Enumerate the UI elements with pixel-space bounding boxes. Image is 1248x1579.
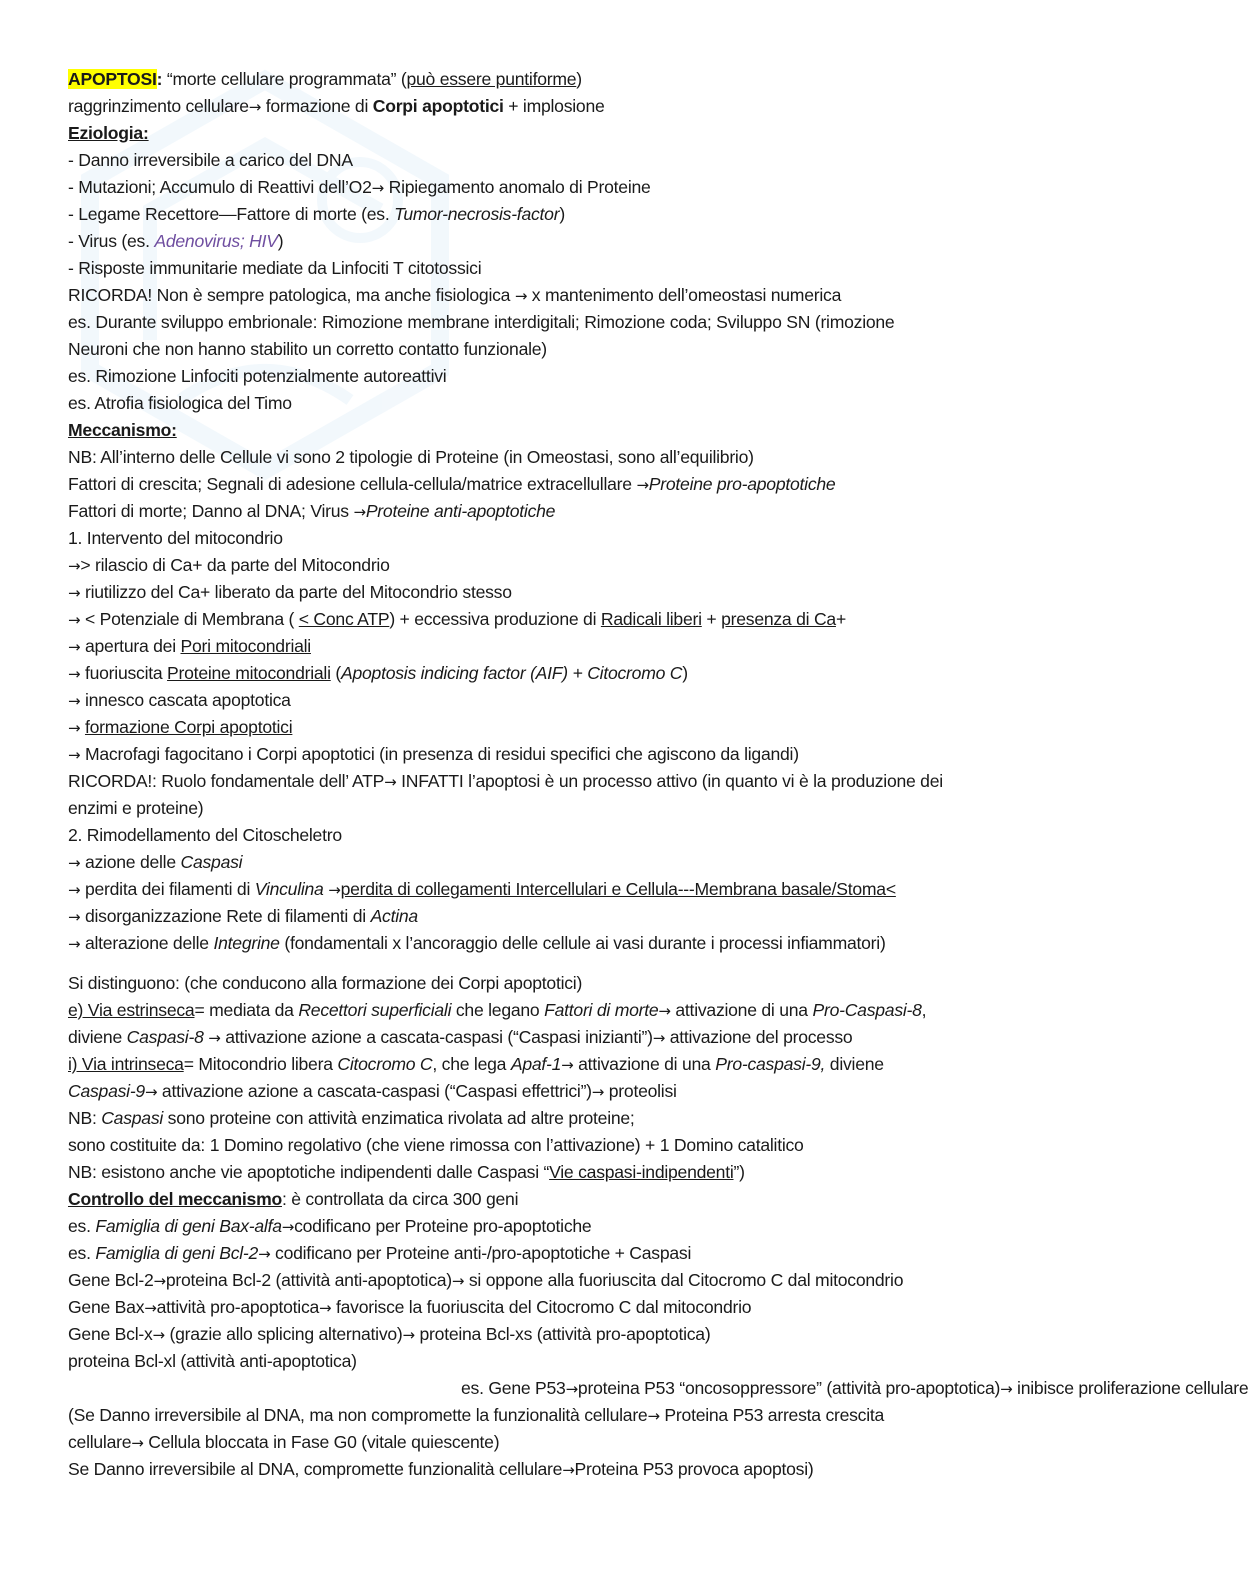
arrow-icon: → <box>514 287 528 305</box>
arrow-icon: → <box>353 503 366 521</box>
text-segment: Ripiegamento anomalo di Proteine <box>383 177 651 197</box>
text-line <box>68 1456 814 1484</box>
text-segment: es. Gene P53 <box>461 1378 566 1398</box>
arrow-icon: → <box>248 98 262 116</box>
text-segment: attivazione azione a cascata-caspasi (“Caspasi inizianti”) <box>220 1027 653 1047</box>
text-segment: Eziologia: <box>68 123 149 143</box>
text-line <box>68 309 894 336</box>
text-segment: APOPTOSI <box>68 69 157 89</box>
arrow-icon: → <box>647 1407 660 1425</box>
text-segment: 1. Intervento del mitocondrio <box>68 528 283 548</box>
text-segment: Vie caspasi-indipendenti <box>549 1162 734 1182</box>
text-segment: (Se Danno irreversibile al DNA, ma non compromette la funzionalità cellulare <box>68 1405 648 1425</box>
text-line <box>68 66 582 93</box>
text-line <box>68 1078 677 1106</box>
text-segment: formazione Corpi apoptotici <box>84 717 293 737</box>
arrow-icon: → <box>562 1461 575 1479</box>
arrow-icon: → <box>652 1029 666 1047</box>
text-segment: Se Danno irreversibile al DNA, compromette funzionalità cellulare <box>68 1459 563 1479</box>
text-segment: Neuroni che non hanno stabilito un corretto contatto funzionale) <box>68 339 547 359</box>
text-segment: 2. Rimodellamento del Citoscheletro <box>68 825 342 845</box>
text-segment: - Virus (es. <box>68 231 155 251</box>
text-line <box>68 120 149 147</box>
text-segment: raggrinzimento cellulare <box>68 96 249 116</box>
text-segment: “morte cellulare programmata” ( <box>166 69 407 89</box>
text-segment: < Potenziale di Membrana ( <box>80 609 299 629</box>
text-segment: apertura dei <box>80 636 181 656</box>
text-line <box>68 1267 903 1295</box>
arrow-icon: → <box>68 692 81 710</box>
text-segment: Proteina P53 arresta crescita <box>659 1405 885 1425</box>
text-segment: Proteine anti-apoptotiche <box>365 501 556 521</box>
text-segment: diviene <box>68 1027 127 1047</box>
arrow-icon: → <box>658 1002 671 1020</box>
text-line <box>68 876 896 904</box>
text-segment: proteina Bcl-2 (attività anti-apoptotica) <box>165 1270 452 1290</box>
arrow-icon: → <box>144 1083 158 1101</box>
text-segment: inibisce proliferazione cellulare <box>1012 1378 1248 1398</box>
text-segment: Pro-caspasi-9, <box>715 1054 826 1074</box>
arrow-icon: → <box>258 1245 271 1263</box>
text-line <box>68 1024 852 1052</box>
text-segment: alterazione delle <box>80 933 214 953</box>
text-segment: attivazione di una <box>670 1000 813 1020</box>
text-segment: RICORDA! Non è sempre patologica, ma anche fisiologica <box>68 285 515 305</box>
arrow-icon: → <box>68 746 81 764</box>
text-line <box>68 174 651 202</box>
text-segment: codificano per Proteine anti-/pro-apoptotiche + Caspasi <box>270 1243 692 1263</box>
text-segment: RICORDA!: Ruolo fondamentale dell’ ATP <box>68 771 385 791</box>
text-line <box>68 1132 804 1159</box>
text-segment: presenza di Ca <box>721 609 836 629</box>
text-segment: Radicali liberi <box>600 609 702 629</box>
text-line <box>68 1159 745 1186</box>
arrow-icon: → <box>68 665 81 683</box>
arrow-icon: → <box>68 854 81 872</box>
text-segment: perdita di collegamenti Intercellulari e Cellula---Membrana basale/Stoma< <box>340 879 896 899</box>
text-segment: si oppone alla fuoriuscita dal Citocromo C dal mitocondrio <box>464 1270 904 1290</box>
text-segment: Fattori di morte; Danno al DNA; Virus <box>68 501 354 521</box>
arrow-icon: → <box>371 179 384 197</box>
text-line <box>68 660 688 688</box>
text-line <box>68 741 799 769</box>
arrow-icon: → <box>68 557 81 575</box>
arrow-icon: → <box>1000 1380 1013 1398</box>
text-segment: - Danno irreversibile a carico del DNA <box>68 150 353 170</box>
arrow-icon: → <box>68 584 81 602</box>
text-segment: Controllo del meccanismo <box>68 1189 282 1209</box>
arrow-icon: → <box>131 1434 144 1452</box>
text-segment: - Risposte immunitarie mediate da Linfociti T citotossici <box>68 258 482 278</box>
text-line <box>68 768 943 796</box>
text-segment: Meccanismo: <box>68 420 177 440</box>
text-segment: x mantenimento dell’omeostasi numerica <box>527 285 842 305</box>
text-segment: perdita dei filamenti di <box>80 879 255 899</box>
arrow-icon: → <box>68 935 81 953</box>
text-line <box>68 471 835 499</box>
text-segment: Integrine <box>213 933 280 953</box>
text-segment: es. Rimozione Linfociti potenzialmente autoreattivi <box>68 366 447 386</box>
text-segment: (fondamentali x l’ancoraggio delle cellule ai vasi durante i processi infiammatori) <box>279 933 886 953</box>
text-line <box>68 147 353 174</box>
text-segment: Recettori superficiali <box>298 1000 452 1020</box>
arrow-icon: → <box>319 1299 332 1317</box>
text-segment: NB: All’interno delle Cellule vi sono 2 tipologie di Proteine (in Omeostasi, sono all’equilibrio) <box>68 447 754 467</box>
text-segment: enzimi e proteine) <box>68 798 204 818</box>
text-segment: Tumor-necrosis-factor <box>394 204 560 224</box>
text-line <box>68 1186 518 1213</box>
text-segment: azione delle <box>80 852 181 872</box>
text-line <box>68 1348 357 1375</box>
text-line <box>68 282 841 310</box>
text-segment: e) Via estrinseca <box>68 1000 195 1020</box>
text-line <box>68 579 512 607</box>
text-line <box>68 1051 884 1079</box>
text-line <box>68 552 390 580</box>
text-segment: ) <box>559 204 565 224</box>
text-segment: proteolisi <box>604 1081 677 1101</box>
text-line <box>68 1402 884 1430</box>
text-segment: = mediata da <box>194 1000 299 1020</box>
text-segment: riutilizzo del Ca+ liberato da parte del Mitocondrio stesso <box>80 582 512 602</box>
text-segment: che legano <box>451 1000 545 1020</box>
text-segment: INFATTI l’apoptosi è un processo attivo (in quanto vi è la produzione dei <box>396 771 943 791</box>
text-line <box>68 849 242 877</box>
text-line <box>68 444 754 471</box>
text-line <box>68 417 177 444</box>
text-segment: diviene <box>825 1054 884 1074</box>
text-line <box>68 1321 710 1349</box>
text-line <box>68 970 582 997</box>
text-segment: Caspasi <box>101 1108 164 1128</box>
text-segment: Pori mitocondriali <box>180 636 311 656</box>
arrow-icon: → <box>281 1218 295 1236</box>
arrow-icon: → <box>152 1326 165 1344</box>
text-segment: - Mutazioni; Accumulo di Reattivi dell’O2 <box>68 177 372 197</box>
arrow-icon: → <box>561 1056 574 1074</box>
text-line <box>68 255 481 282</box>
text-line <box>68 714 292 742</box>
text-segment: attività pro-apoptotica <box>156 1297 320 1317</box>
text-segment: Cellula bloccata in Fase G0 (vitale quiescente) <box>143 1432 500 1452</box>
text-segment: : <box>156 69 167 89</box>
text-segment: , <box>921 1000 927 1020</box>
text-segment: attivazione azione a cascata-caspasi (“Caspasi effettrici”) <box>157 1081 592 1101</box>
text-segment: - Legame Recettore—Fattore di morte (es. <box>68 204 395 224</box>
text-segment: (grazie allo splicing alternativo) <box>164 1324 403 1344</box>
text-segment: Gene Bcl-x <box>68 1324 153 1344</box>
arrow-icon: → <box>565 1380 578 1398</box>
arrow-icon: → <box>384 773 397 791</box>
text-line <box>68 606 846 634</box>
text-segment: attivazione del processo <box>665 1027 853 1047</box>
text-segment: Proteina P53 provoca apoptosi) <box>574 1459 814 1479</box>
text-segment: : è controllata da circa 300 geni <box>281 1189 519 1209</box>
arrow-icon: → <box>636 476 649 494</box>
text-segment: Actina <box>370 906 418 926</box>
text-line <box>68 390 292 417</box>
text-segment: Caspasi-9 <box>68 1081 145 1101</box>
arrow-icon: → <box>451 1272 465 1290</box>
text-segment: Caspasi <box>180 852 243 872</box>
text-line <box>68 795 203 822</box>
text-segment: attivazione di una <box>573 1054 716 1074</box>
arrow-icon: → <box>402 1326 415 1344</box>
text-segment: fuoriuscita <box>80 663 168 683</box>
text-line <box>68 930 886 958</box>
arrow-icon: → <box>144 1299 157 1317</box>
text-segment: può essere puntiforme <box>406 69 577 89</box>
text-segment: i) Via intrinseca <box>68 1054 184 1074</box>
text-line <box>68 687 291 715</box>
text-segment: sono proteine con attività enzimatica rivolata ad altre proteine; <box>163 1108 635 1128</box>
text-segment: + implosione <box>503 96 605 116</box>
text-segment: es. Durante sviluppo embrionale: Rimozione membrane interdigitali; Rimozione coda; Sviluppo SN (rimozione <box>68 312 895 332</box>
text-line <box>68 1105 635 1132</box>
text-segment: Apaf-1 <box>510 1054 562 1074</box>
text-segment: disorganizzazione Rete di filamenti di <box>80 906 371 926</box>
text-line <box>68 633 311 661</box>
text-line <box>68 363 446 390</box>
text-segment: + <box>701 609 722 629</box>
text-segment: Proteine pro-apoptotiche <box>648 474 836 494</box>
text-segment: Adenovirus; HIV <box>154 231 278 251</box>
text-line <box>68 228 283 255</box>
text-segment: proteina P53 “oncosoppressore” (attività pro-apoptotica) <box>577 1378 1001 1398</box>
text-line <box>68 1213 591 1241</box>
arrow-icon: → <box>328 881 341 899</box>
text-line <box>68 997 926 1025</box>
text-segment: proteina Bcl-xs (attività pro-apoptotica) <box>414 1324 711 1344</box>
text-segment: Proteine mitocondriali <box>167 663 331 683</box>
text-segment: Gene Bax <box>68 1297 145 1317</box>
arrow-icon: → <box>68 611 81 629</box>
arrow-icon: → <box>591 1083 605 1101</box>
text-segment: cellulare <box>68 1432 132 1452</box>
text-segment: Fattori di morte <box>544 1000 659 1020</box>
text-line <box>461 1375 1248 1403</box>
text-segment: Caspasi-8 <box>126 1027 204 1047</box>
text-segment: ) <box>682 663 688 683</box>
text-segment: Gene Bcl-2 <box>68 1270 154 1290</box>
arrow-icon: → <box>153 1272 166 1290</box>
text-segment: Fattori di crescita; Segnali di adesione cellula-cellula/matrice extracellullare <box>68 474 637 494</box>
text-segment: es. <box>68 1243 96 1263</box>
text-segment: + <box>835 609 846 629</box>
text-line <box>68 1240 691 1268</box>
arrow-icon: → <box>68 908 81 926</box>
text-segment: Si distinguono: (che conducono alla formazione dei Corpi apoptotici) <box>68 973 583 993</box>
text-segment: ) + eccessiva produzione di <box>389 609 601 629</box>
text-segment: Corpi apoptotici <box>372 96 504 116</box>
text-segment: NB: esistono anche vie apoptotiche indipendenti dalle Caspasi “ <box>68 1162 550 1182</box>
text-line <box>68 93 605 121</box>
text-segment: ”) <box>733 1162 745 1182</box>
text-line <box>68 498 555 526</box>
text-segment: proteina Bcl-xl (attività anti-apoptotica) <box>68 1351 357 1371</box>
text-segment: Famiglia di geni Bax-alfa <box>95 1216 282 1236</box>
text-segment: < Conc ATP <box>298 609 390 629</box>
text-segment: favorisce la fuoriuscita del Citocromo C dal mitocondrio <box>331 1297 752 1317</box>
text-segment: sono costituite da: 1 Domino regolativo (che viene rimossa con l’attivazione) + 1 Domino catalitico <box>68 1135 804 1155</box>
text-segment: Pro-Caspasi-8 <box>812 1000 922 1020</box>
text-segment: , che lega <box>432 1054 511 1074</box>
text-segment: es. Atrofia fisiologica del Timo <box>68 393 292 413</box>
text-line <box>68 1294 751 1322</box>
text-segment: es. <box>68 1216 96 1236</box>
text-segment: Macrofagi fagocitano i Corpi apoptotici (in presenza di residui specifici che agiscono da ligandi) <box>80 744 799 764</box>
text-line <box>68 822 342 849</box>
text-line <box>68 336 547 363</box>
arrow-icon: → <box>68 638 81 656</box>
text-segment: codificano per Proteine pro-apoptotiche <box>294 1216 592 1236</box>
text-segment: ) <box>576 69 582 89</box>
text-segment: ( <box>330 663 341 683</box>
text-segment: Citocromo C <box>337 1054 433 1074</box>
text-segment: ) <box>277 231 284 251</box>
arrow-icon: → <box>208 1029 221 1047</box>
text-line <box>68 201 565 228</box>
text-segment: Apoptosis indicing factor (AIF) + Citocromo C <box>340 663 683 683</box>
text-segment: = Mitocondrio libera <box>183 1054 338 1074</box>
arrow-icon: → <box>68 881 81 899</box>
text-line <box>68 903 418 931</box>
text-line <box>68 1429 499 1457</box>
arrow-icon: → <box>68 719 81 737</box>
text-segment: > rilascio di Ca+ da parte del Mitocondrio <box>80 555 390 575</box>
text-segment: NB: <box>68 1108 102 1128</box>
text-segment: innesco cascata apoptotica <box>80 690 291 710</box>
text-line <box>68 525 283 552</box>
text-segment: Vinculina <box>254 879 324 899</box>
text-segment: Famiglia di geni Bcl-2 <box>95 1243 259 1263</box>
text-segment: formazione di <box>261 96 373 116</box>
